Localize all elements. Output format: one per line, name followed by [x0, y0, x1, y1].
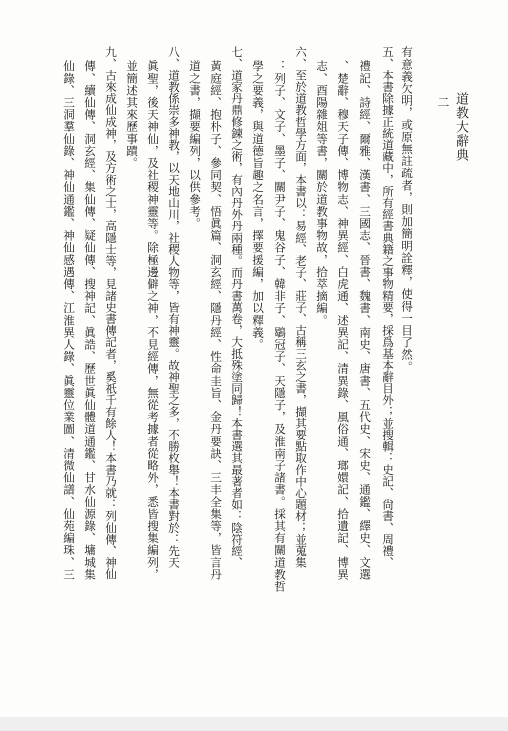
text-column: 五、本書除據正統道藏中，所有經書典籍之事物精要，採爲基本辭目外；並搜輯：史記、尙書、周禮、 [381, 46, 395, 568]
text-column: 傳、續仙傳、洞玄經、集仙傳、疑仙傳、搜神記、眞誥、歷世眞仙體道通鑑、甘水仙源錄、墉城集 [83, 60, 97, 581]
text-column: ：列子、文子、墨子、關尹子、鬼谷子、韓非子、鶡冠子、天隱子，及淮南子諸書。採其有關道教哲 [273, 60, 287, 593]
text-column: 八、道教係崇多神教，以天地山川，社稷人物等，皆有神靈。故神聖之多，不勝枚舉！本書對於：先天 [167, 46, 181, 568]
bottom-strip [0, 717, 508, 731]
text-column: 六、至於道教哲學方面，本書以：易經、老子、莊子、古稱三玄之書，擷其要點取作中心題材；並蒐集 [294, 46, 308, 568]
text-column: 有意義欠明，或原無註疏者，則加簡明詮釋，使得一目了然。 [400, 46, 414, 373]
text-column: 七、道家丹鼎修鍊之術，有內丹外丹兩種。而丹書萬卷，大抵殊塗同歸！本書選其最著者如：陰符經、 [230, 46, 244, 568]
text-column: 眞聖，後天神仙，及社稷神靈等。除極邊僻之神，不見經傳，無從考據者從略外，悉皆搜集編列， [146, 60, 160, 581]
text-column: 並簡述其來歷事蹟。 [125, 60, 139, 169]
text-column: 志、酉陽雜俎等書，關於道教事物故，拾萃摘編。 [315, 60, 329, 327]
text-column: 黃庭經、抱朴子、參同契、悟眞篇、洞玄經、隱丹經、性命圭旨、金丹要訣、三丰全集等，皆言丹 [209, 60, 223, 581]
running-title: 道教大辭典 [453, 92, 468, 162]
page-number: 二 [436, 96, 450, 108]
text-column: 九、古來成仙成神，及方術之士，高隱士等，見諸史書傳記者，奚祇千有餘人！本書乃就：列仙傳、神仙 [104, 46, 118, 580]
text-column: 學之要義，與道德旨趣之名言，擇要援編，加以釋義。 [251, 60, 265, 351]
text-column: 仙錄、三洞羣仙錄、神仙通鑑、神仙感遇傳、江淮異人錄、眞靈位業圖、清微仙譜、仙苑編珠、三 [62, 60, 76, 581]
text-column: 道之書，擷要編列，以供參考。 [188, 60, 202, 230]
text-column: 禮記、詩經、爾雅、漢書、三國志、晉書、魏書、南史、唐書、五代史、宋史、通鑑、繹史、文選 [358, 60, 372, 581]
text-column: 、楚辭、穆天子傳、博物志、神異經、白虎通、述異記、清異錄、風俗通、瑯嬛記、拾遺記、博異 [336, 60, 350, 581]
